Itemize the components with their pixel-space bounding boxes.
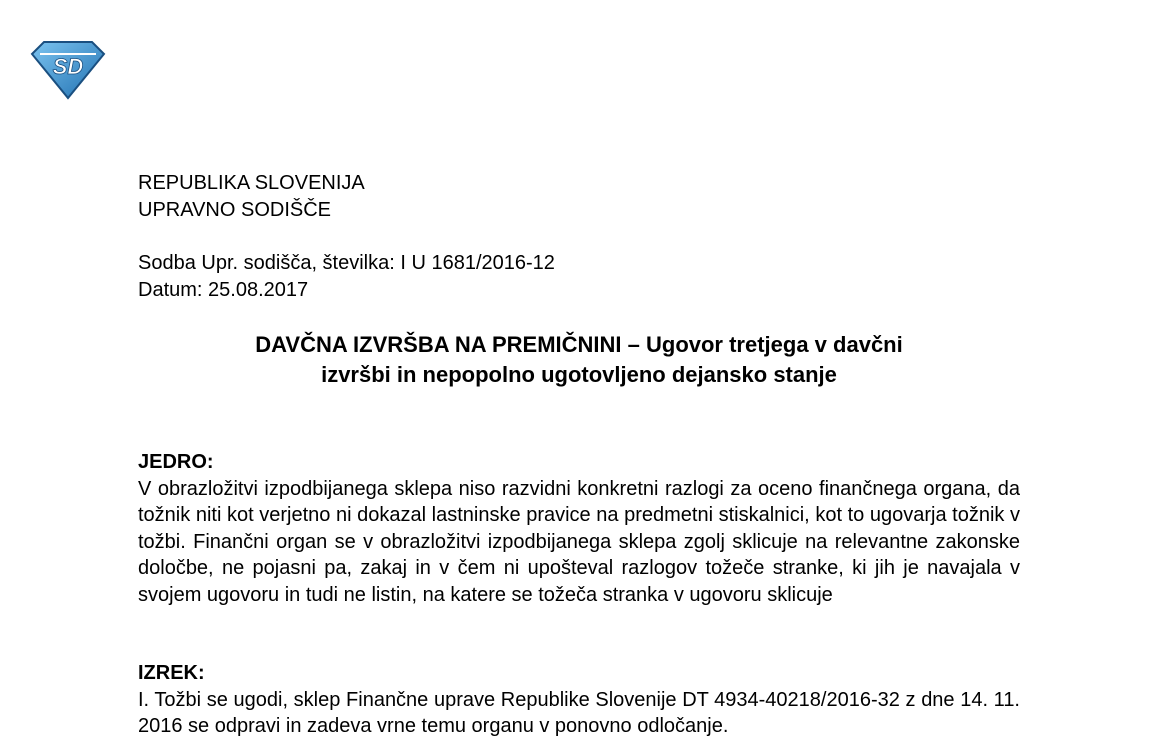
logo-text: SD	[52, 54, 84, 79]
judgment-title	[138, 330, 1020, 390]
jedro-heading: JEDRO:	[138, 451, 214, 473]
court-logo	[30, 40, 106, 100]
header-court: UPRAVNO SODIŠČE	[138, 199, 331, 221]
jedro-text: V obrazložitvi izpodbijanega sklepa niso razvidni konkretni razlogi za oceno finančnega organa, da tožnik niti kot verjetno ni dokazal lastninske pravice na predmetni stiskalnici, kot to ugovarja tožnik v tožbi. Finančni organ se v obrazložitvi izpodbijanega sklepa zgolj sklicuje na relevantne zakonske določbe, ne pojasni pa, zakaj in v čem ni upošteval razlogov tožeče stranke, ki jih je navajala v svojem ugovoru in tudi ne listin, na katere se tožeča stranka v ugovoru sklicuje	[138, 477, 1020, 606]
judgment-reference: Sodba Upr. sodišča, številka: I U 1681/2016-12	[138, 252, 555, 274]
jedro-section	[138, 449, 1020, 609]
izrek-heading: IZREK:	[138, 662, 205, 684]
sd-shield-logo-icon	[30, 40, 106, 100]
title-line-1: DAVČNA IZVRŠBA NA PREMIČNINI – Ugovor tretjega v davčni	[255, 332, 903, 357]
judgment-date: Datum: 25.08.2017	[138, 279, 309, 301]
title-line-2: izvršbi in nepopolno ugotovljeno dejansko stanje	[321, 362, 837, 387]
court-header	[138, 170, 365, 224]
izrek-section	[138, 660, 1020, 740]
header-republic: REPUBLIKA SLOVENIJA	[138, 172, 365, 194]
judgment-meta	[138, 250, 555, 304]
izrek-text: I. Tožbi se ugodi, sklep Finančne uprave Republike Slovenije DT 4934-40218/2016-32 z dne 14. 11. 2016 se odpravi in zadeva vrne temu organu v ponovno odločanje.	[138, 688, 1020, 738]
